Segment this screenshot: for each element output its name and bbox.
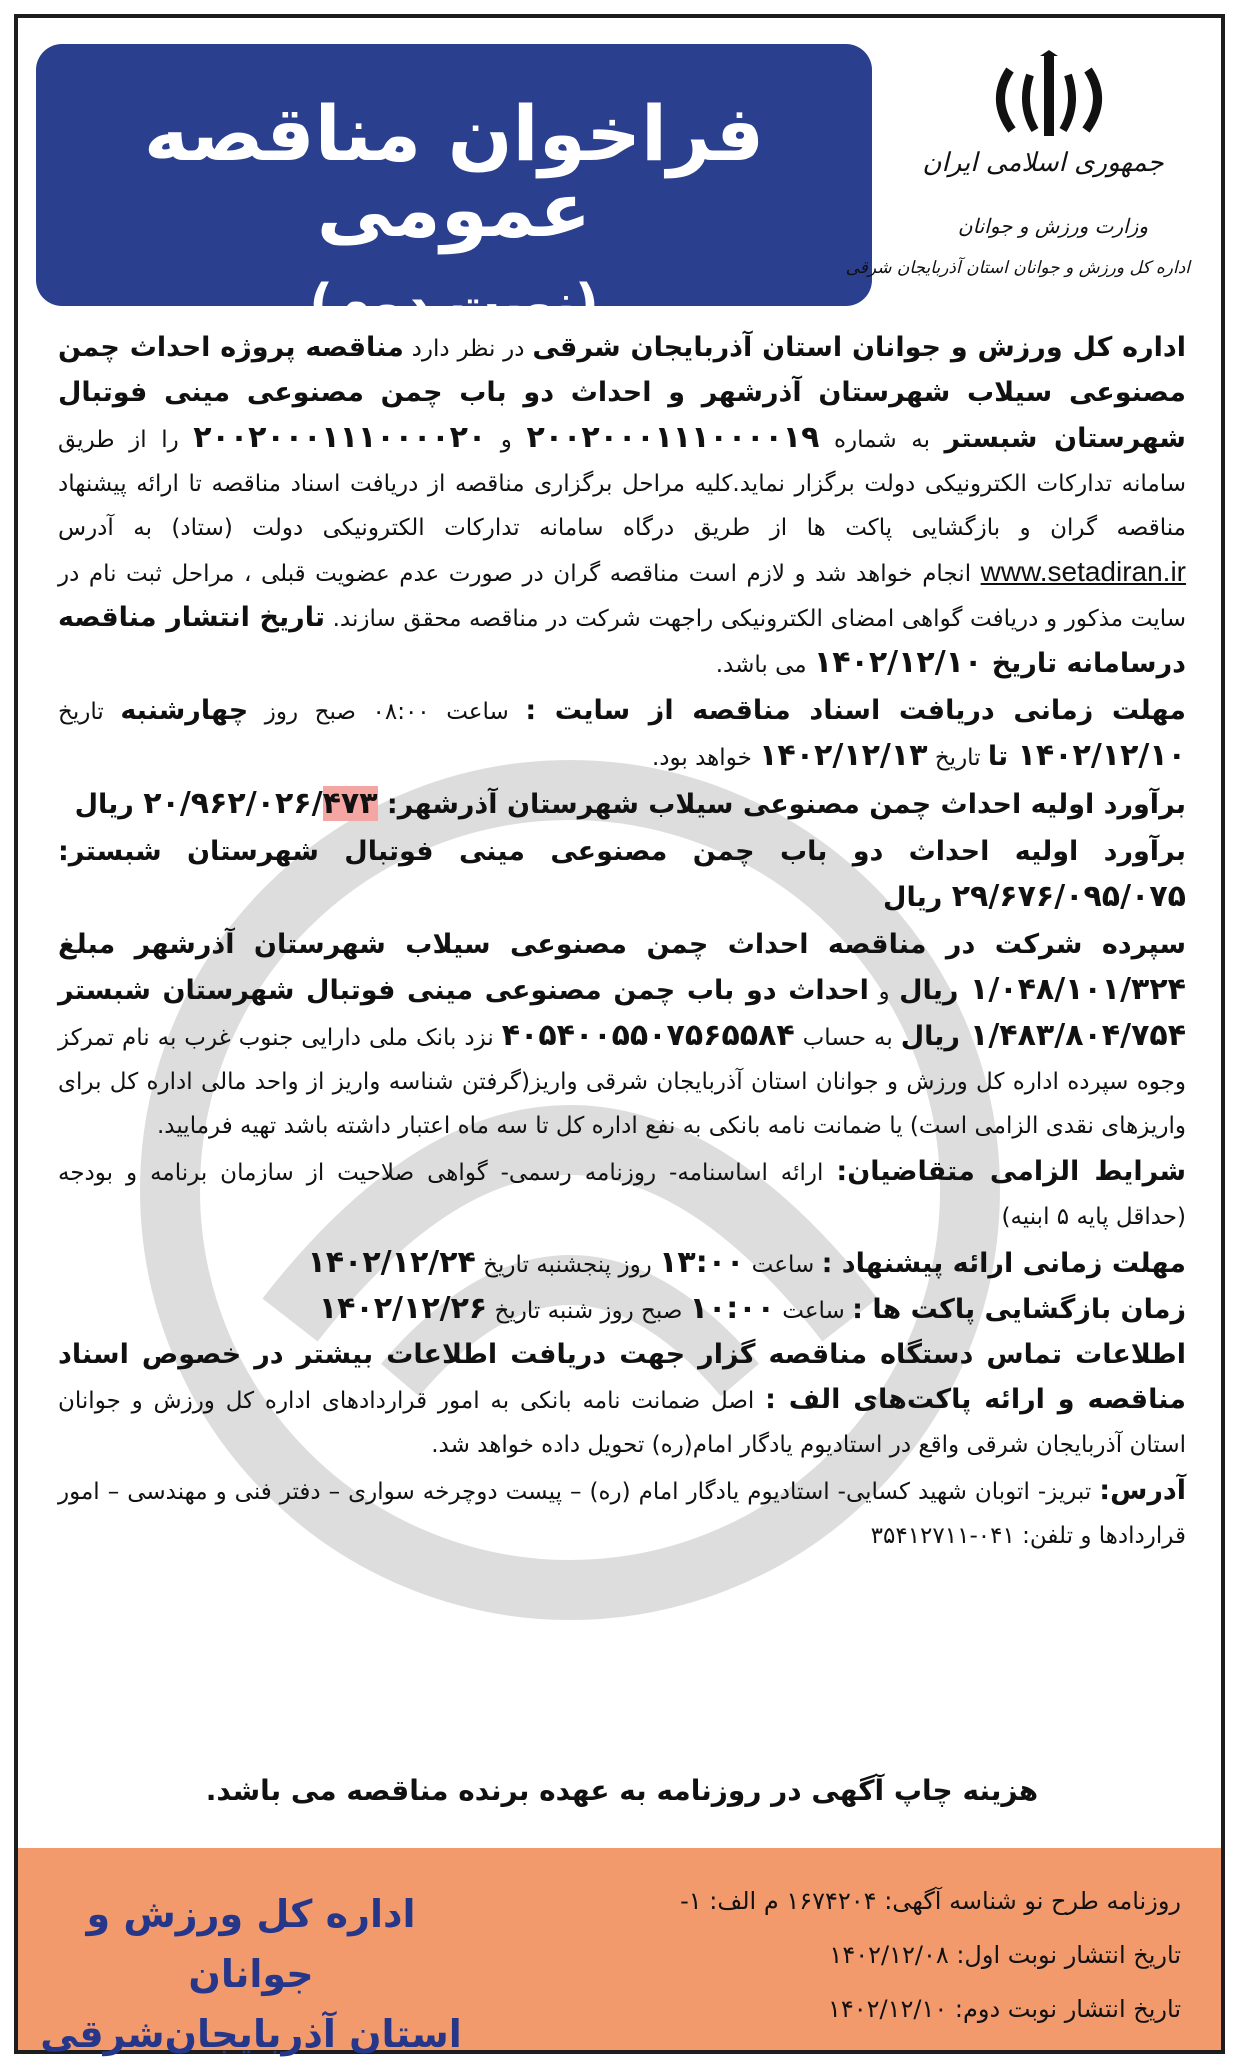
opening-time: ۱۰:۰۰ bbox=[689, 1291, 775, 1326]
second-publish-date: تاریخ انتشار نوبت دوم: ۱۴۰۲/۱۲/۱۰ bbox=[827, 1995, 1181, 2023]
paragraph-deposit bbox=[58, 923, 1186, 1148]
text: خواهد بود. bbox=[651, 745, 760, 771]
footer bbox=[18, 1848, 1221, 2056]
requirements-label: شرایط الزامی متقاضیان: bbox=[836, 1156, 1186, 1187]
tender-body bbox=[58, 326, 1186, 1558]
text: به حساب bbox=[794, 1025, 901, 1051]
requirements-text: ارائه اساسنامه- روزنامه رسمی- گواهی صلاحیت از سازمان برنامه و بودجه (حداقل پایه ۵ ابنیه) bbox=[58, 1160, 1186, 1230]
paragraph-intro bbox=[58, 326, 1186, 687]
deposit-label-1: سپرده شرکت در مناقصه احداث چمن مصنوعی سیلاب شهرستان آذرشهر مبلغ bbox=[58, 929, 1186, 960]
text: در نظر دارد bbox=[403, 336, 533, 362]
text: و bbox=[868, 979, 900, 1005]
currency-unit: ریال bbox=[899, 975, 971, 1006]
deposit-label-2: احداث دو باب چمن مصنوعی مینی فوتبال شهرستان شبستر bbox=[58, 975, 869, 1006]
text: به شماره bbox=[819, 427, 945, 453]
currency-unit: ریال bbox=[900, 1021, 971, 1052]
estimate-shabestar-amount: ۲۹/۶۷۶/۰۹۵/۰۷۵ bbox=[951, 879, 1186, 914]
government-emblem-block bbox=[845, 44, 1208, 306]
paragraph-estimate-azarshahr bbox=[58, 782, 1186, 828]
project-title: مناقصه پروژه احداث چمن مصنوعی سیلاب شهرستان آذرشهر و احداث دو باب چمن مصنوعی مینی فوتبال شهرستان شبستر bbox=[58, 332, 1186, 454]
doc-deadline-date-end: ۱۴۰۲/۱۲/۱۳ bbox=[759, 738, 928, 773]
emblem-caption: جمهوری اسلامی ایران bbox=[922, 148, 1164, 178]
address-label: آدرس: bbox=[1099, 1475, 1186, 1506]
doc-deadline-label: مهلت زمانی دریافت اسناد مناقصه از سایت : bbox=[525, 695, 1187, 726]
text: تاریخ bbox=[58, 699, 121, 725]
paragraph-doc-deadline bbox=[58, 689, 1186, 780]
text: نزد بانک ملی دارایی جنوب غرب به نام تمرکز وجوه سپرده اداره کل ورزش و جوانان استان آذربایجان شرقی واریز(گرفتن شناسه واریز از واحد مالی اداره کل برای واریزهای نقدی الزامی است) یا ضمانت نامه بانکی به نفع اداره کل تا سه ماه اعتبار داشته باشد تهیه فرمایید. bbox=[58, 1025, 1186, 1139]
pubdate-value: ۱۴۰۲/۱۲/۱۰ bbox=[813, 645, 983, 680]
text: می باشد. bbox=[715, 652, 814, 678]
tender-number-1: ۲۰۰۲۰۰۰۱۱۱۰۰۰۰۱۹ bbox=[526, 420, 820, 455]
amount-part: ۲۰/۹۶۲/۰۲۶/ bbox=[143, 786, 323, 821]
publication-info bbox=[541, 1874, 1181, 2036]
currency-unit: ریال bbox=[883, 882, 952, 913]
ministry-name: وزارت ورزش و جوانان bbox=[957, 214, 1148, 238]
iran-emblem-icon bbox=[990, 50, 1108, 150]
opening-label: زمان بازگشایی پاکت ها : bbox=[852, 1294, 1186, 1325]
page-subtitle: (نوبت دوم) bbox=[309, 274, 599, 334]
text: را از طریق سامانه تدارکات الکترونیکی دولت برگزار نماید.کلیه مراحل برگزاری مناقصه از دریافت اسناد مناقصه تا ارائه پیشنهاد مناقصه گران و بازگشایی پاکت ها از طریق درگاه سامانه تدارکات الکترونیکی دولت (ستاد) به آدرس bbox=[58, 427, 1186, 541]
fee-note: هزینه چاپ آگهی در روزنامه به عهده برنده مناقصه می باشد. bbox=[205, 1774, 1039, 1807]
bank-account-number: ۴۰۵۴۰۰۵۵۰۷۵۶۵۵۸۴ bbox=[501, 1018, 795, 1053]
doc-deadline-date-start: ۱۴۰۲/۱۲/۱۰ bbox=[1017, 738, 1186, 773]
footer-organization bbox=[36, 1884, 466, 2064]
contact-label: اطلاعات تماس دستگاه مناقصه گزار جهت دریافت اطلاعات بیشتر در خصوص اسناد مناقصه و ارائه پاکت‌های الف : bbox=[58, 1339, 1186, 1415]
setad-link[interactable]: www.setadiran.ir bbox=[980, 556, 1186, 587]
page-title: فراخوان مناقصه عمومی bbox=[143, 89, 765, 254]
header bbox=[36, 44, 1208, 334]
estimate-azarshahr-amount bbox=[143, 786, 377, 821]
paragraph-opening bbox=[58, 1287, 1186, 1333]
paragraph-address bbox=[58, 1469, 1186, 1558]
doc-deadline-day: چهارشنبه bbox=[120, 695, 249, 726]
title-banner bbox=[36, 44, 872, 334]
estimate-azarshahr-label: برآورد اولیه احداث چمن مصنوعی سیلاب شهرستان آذرشهر: bbox=[377, 789, 1186, 820]
contact-text: اصل ضمانت نامه بانکی به امور قراردادهای اداره کل ورزش و جوانان استان آذربایجان شرقی واقع در استادیوم یادگار امام(ره) تحویل داده خواهد شد. bbox=[58, 1388, 1186, 1458]
text: ساعت bbox=[744, 1252, 822, 1278]
pubdate-label: تاریخ انتشار مناقصه درسامانه تاریخ bbox=[58, 602, 1186, 679]
first-publish-date: تاریخ انتشار نوبت اول: ۱۴۰۲/۱۲/۰۸ bbox=[829, 1941, 1181, 1969]
paragraph-requirements bbox=[58, 1150, 1186, 1239]
paragraph-offer-deadline bbox=[58, 1241, 1186, 1287]
deposit-amount-2: ۱/۴۸۳/۸۰۴/۷۵۴ bbox=[970, 1018, 1187, 1053]
text: و bbox=[486, 427, 527, 453]
text: روز پنجشنبه تاریخ bbox=[475, 1252, 660, 1278]
tender-number-2: ۲۰۰۲۰۰۰۱۱۱۰۰۰۰۲۰ bbox=[193, 420, 487, 455]
address-text: تبریز- اتوبان شهید کسایی- استادیوم یادگار امام (ره) – پیست دوچرخه سواری – دفتر فنی و مهندسی – امور قراردادها و تلفن: ۰۴۱-۳۵۴۱۲۷۱۱ bbox=[58, 1479, 1186, 1549]
text: انجام خواهد شد و لازم است مناقصه گران در صورت عدم عضویت قبلی ، مراحل ثبت نام در سایت مذکور و دریافت گواهی امضای الکترونیکی راجهت شرکت در مناقصه محقق سازند. bbox=[58, 561, 1186, 632]
text: صبح روز شنبه تاریخ bbox=[487, 1298, 690, 1324]
footer-org-line-1: اداره کل ورزش و جوانان bbox=[86, 1892, 416, 1996]
offer-deadline-label: مهلت زمانی ارائه پیشنهاد : bbox=[821, 1248, 1186, 1279]
text: تاریخ bbox=[927, 745, 988, 771]
deposit-amount-1: ۱/۰۴۸/۱۰۱/۳۲۴ bbox=[970, 972, 1186, 1007]
text: ساعت bbox=[774, 1298, 853, 1324]
publication-id: روزنامه طرح نو شناسه آگهی: ۱۶۷۴۲۰۴ م الف: ۱- bbox=[680, 1887, 1181, 1915]
paragraph-contact bbox=[58, 1333, 1186, 1467]
amount-highlight: ۴۷۳ bbox=[322, 786, 378, 821]
department-name: اداره کل ورزش و جوانان استان آذربایجان شرقی bbox=[845, 258, 1190, 278]
text: تا bbox=[987, 741, 1018, 772]
opening-date: ۱۴۰۲/۱۲/۲۶ bbox=[318, 1291, 488, 1326]
estimate-shabestar-label: برآورد اولیه احداث دو باب چمن مصنوعی مینی فوتبال شهرستان شبستر: bbox=[58, 836, 1186, 867]
org-name: اداره کل ورزش و جوانان استان آذربایجان شرقی bbox=[532, 332, 1186, 363]
paragraph-estimate-shabestar bbox=[58, 830, 1186, 921]
offer-deadline-date: ۱۴۰۲/۱۲/۲۴ bbox=[307, 1245, 476, 1280]
footer-org-line-2: استان آذربایجان‌شرقی bbox=[40, 2012, 462, 2056]
currency-unit: ریال bbox=[74, 789, 144, 820]
text: ساعت ۰۸:۰۰ صبح روز bbox=[248, 699, 526, 725]
offer-deadline-time: ۱۳:۰۰ bbox=[659, 1245, 745, 1280]
